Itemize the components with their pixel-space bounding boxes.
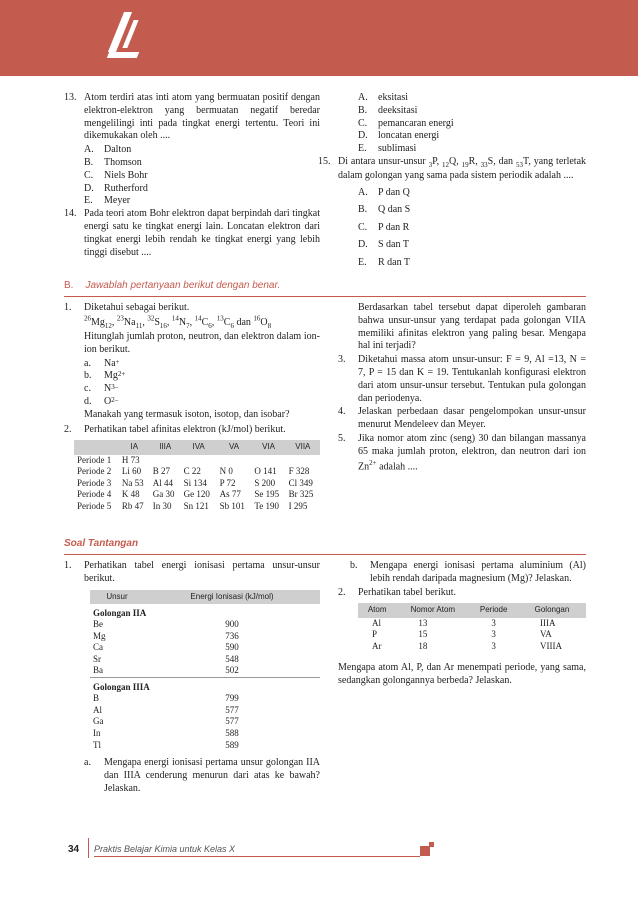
option: B. Q dan S <box>358 204 411 216</box>
group-label-row <box>90 604 320 620</box>
ion-item: b. Mg 2+ <box>84 370 126 382</box>
header-logo-icon <box>108 12 138 64</box>
table-cell: 3 <box>491 640 496 651</box>
table-cell <box>217 455 252 467</box>
table-cell: Ca <box>93 642 103 653</box>
table-cell: F 328 <box>288 466 310 477</box>
table-row <box>74 478 320 490</box>
option: C. P dan R <box>358 221 410 233</box>
affinity-table <box>74 440 320 512</box>
col-header: IIIA <box>150 440 181 454</box>
table-cell: Periode 1 <box>77 454 112 465</box>
col-header: Energi Ionisasi (kJ/mol) <box>144 590 320 604</box>
option: B. deeksitasi <box>358 104 418 116</box>
option: A. Dalton <box>84 144 132 156</box>
table-row <box>90 619 320 631</box>
option: E. sublimasi <box>358 143 417 155</box>
table-cell: Periode 2 <box>77 466 112 477</box>
table-cell: Al <box>93 704 102 715</box>
section-b-right <box>338 302 586 475</box>
table-cell: Te 190 <box>254 500 280 511</box>
table-cell: O 141 <box>254 466 277 477</box>
table-cell: Periode 3 <box>77 477 112 488</box>
col-header: VA <box>217 440 252 454</box>
table-cell: In 30 <box>152 500 172 511</box>
table-cell: Periode 5 <box>77 500 112 511</box>
table-cell: B 27 <box>152 466 171 477</box>
ion-item: c. N 3– <box>84 383 119 395</box>
table-cell <box>286 455 320 467</box>
table-cell: Mg <box>93 630 106 641</box>
nuclide-list: $^{26}Mg_{12}$, $^{23}Na_{11}$, $^{32}S_{16}$, $^{14}N_7$, $^{14}C_6$, $^{13}C_6$ dan $^{16}O_8$ <box>84 314 272 331</box>
group-label: Golongan IIA <box>93 607 147 618</box>
table-cell: 590 <box>225 642 239 653</box>
b-question-1: 1. Diketahui sebagai berikut. $^{26}Mg_{12}$, $^{23}Na_{11}$, $^{32}S_{16}$, $^{14}N_7$, $^{14}C_6$, $^{13}C_6$ dan $^{16}O_8$ Hitunglah jumlah proton, neutron, dan elektron dalam ion-ion berikut. <box>64 302 320 355</box>
table-cell: Sb 101 <box>219 500 245 511</box>
table-row <box>74 489 320 501</box>
section-b-heading: B. Jawablah pertanyaan berikut dengan benar. <box>64 280 281 291</box>
table-cell: 3 <box>491 629 496 640</box>
table-cell: N 0 <box>219 466 233 477</box>
table-row <box>90 654 320 666</box>
question-15: 15. Di antara unsur-unsur $_3$P, $_{12}$Q, $_{19}$R, $_{33}$S, dan $_{53}$T, yang terletak dalam golongan yang sama pada sistem periodik adalah .... <box>318 155 587 181</box>
ion-item: a. Na + <box>84 357 120 369</box>
table-cell <box>251 455 285 467</box>
table-cell: Sr <box>93 653 102 664</box>
table-cell <box>181 455 217 467</box>
table-cell: Li 60 <box>121 466 142 477</box>
table-cell: Tl <box>93 739 101 750</box>
table-row <box>74 466 320 478</box>
col-header: Periode <box>469 603 518 617</box>
table-cell: Be <box>93 619 103 630</box>
header-bar <box>0 0 638 76</box>
option: A. P dan Q <box>358 186 410 198</box>
section-b-left <box>64 302 320 512</box>
table-cell: Ba <box>93 665 103 676</box>
table-row <box>90 740 320 752</box>
col-header <box>74 440 119 454</box>
left-top-column <box>64 92 320 260</box>
table-cell: Ga <box>93 716 104 727</box>
table-cell: Na 53 <box>121 477 144 488</box>
table-row <box>90 665 320 677</box>
table-cell: 15 <box>418 629 428 640</box>
table-row <box>358 641 586 653</box>
table-cell: B <box>93 693 100 704</box>
table-cell: Ga 30 <box>152 489 175 500</box>
table-cell: K 48 <box>121 489 140 500</box>
b-question-4: 4. Jelaskan perbedaan dasar pengelompokan unsur-unsur menurut Mendeleev dan Meyer. <box>338 406 586 431</box>
table-cell: 900 <box>225 619 239 630</box>
table-row <box>74 501 320 513</box>
soal-right <box>338 560 586 689</box>
table-cell: H 73 <box>121 454 140 465</box>
option: C. pemancaran energi <box>358 117 454 129</box>
question-14: 14. Pada teori atom Bohr elektron dapat berpindah dari tingkat energi satu ke tingkat energi lain. Loncatan elektron dari tingkat energi lebih rendah ke tingkat energi yang lebih tinggi disebut .... <box>64 208 320 258</box>
col-header: VIA <box>251 440 285 454</box>
table-cell: S 200 <box>254 477 276 488</box>
soal-tantangan-heading: Soal Tantangan <box>64 538 139 549</box>
table-cell: 577 <box>225 716 239 727</box>
footer-title: Praktis Belajar Kimia untuk Kelas X <box>94 844 236 854</box>
table-row <box>90 705 320 717</box>
soal-divider <box>64 554 586 555</box>
table-row <box>90 631 320 643</box>
table-cell: 736 <box>225 630 239 641</box>
table-row <box>90 728 320 740</box>
table-cell: Periode 4 <box>77 489 112 500</box>
table-row <box>74 455 320 467</box>
footer-square-icon <box>420 846 430 856</box>
table-row <box>358 618 586 630</box>
soal-question-1: 1. Perhatikan tabel energi ionisasi pertama unsur-unsur berikut. <box>64 560 320 584</box>
table-cell: C 22 <box>183 466 201 477</box>
table-cell: Ge 120 <box>183 489 210 500</box>
atom-table <box>358 603 586 652</box>
table-cell: Se 195 <box>254 489 280 500</box>
table-cell: Al 44 <box>152 477 174 488</box>
ion-list <box>84 358 320 409</box>
soal-question-1a: a. Mengapa energi ionisasi pertama unsur golongan IIA dan IIIA cenderung menurun dari atas ke bawah? Jelaskan. <box>84 757 320 794</box>
soal-left <box>64 560 320 796</box>
table-cell: Si 134 <box>183 477 207 488</box>
table-cell: VIIIA <box>539 640 562 651</box>
table-cell: 548 <box>225 653 239 664</box>
option: A. eksitasi <box>358 92 408 103</box>
footer-divider <box>88 838 89 858</box>
soal-question-1b: b. Mengapa energi ionisasi pertama aluminium (Al) lebih rendah daripada magnesium (Mg)? Jelaskan. <box>350 560 586 584</box>
table-cell: Br 325 <box>288 489 314 500</box>
b-question-3: 3. Diketahui massa atom unsur-unsur: F = 9, Al =13, N = 7, P = 15 dan K = 19. Tentukanlah konfigurasi elektron dari atom unsur-unsur tersebut. Tentukan pula golongan dan periodenya. <box>338 354 586 404</box>
ion-item: d. O 2– <box>84 396 119 408</box>
table-cell: 799 <box>225 693 239 704</box>
question-13: 13. Atom terdiri atas inti atom yang bermuatan positif dengan elektron-elektron yang bermuatan negatif beredar mengelilingi inti pada tingkat energi tertentu. Teori ini dikemukakan oleh .... <box>64 92 320 142</box>
table-cell: Rb 47 <box>121 500 144 511</box>
table-cell <box>150 455 181 467</box>
table-row <box>90 642 320 654</box>
ionization-table <box>90 590 320 751</box>
table-cell: 18 <box>418 640 428 651</box>
table-cell: IIIA <box>539 617 556 628</box>
footer-square-icon <box>429 842 434 847</box>
table-row <box>90 693 320 705</box>
col-header: Golongan <box>518 603 586 617</box>
b-question-1-ask: Manakah yang termasuk isoton, isotop, dan isobar? <box>84 408 290 420</box>
question-13-options <box>84 144 320 208</box>
table-cell: VA <box>539 629 552 640</box>
question-14-options <box>358 92 586 156</box>
soal-question-2-ask: Mengapa atom Al, P, dan Ar menempati periode, yang sama, sedangkan golongannya berbeda? Jelaskan. <box>338 662 586 686</box>
table-cell: 588 <box>225 727 239 738</box>
option: D. loncatan energi <box>358 130 440 142</box>
table-cell: Al <box>372 617 381 628</box>
right-top-column <box>318 92 587 271</box>
option: D. S dan T <box>358 239 409 251</box>
table-cell: P <box>372 629 378 640</box>
table-cell: I 295 <box>288 500 308 511</box>
col-header: Atom <box>358 603 396 617</box>
option: B. Thomson <box>84 156 142 168</box>
table-cell: 577 <box>225 704 239 715</box>
col-header: IA <box>119 440 150 454</box>
section-b-divider <box>64 296 586 297</box>
question-15-options <box>358 184 586 272</box>
page-number: 34 <box>68 844 80 855</box>
option: E. R dan T <box>358 256 411 268</box>
group-label: Golongan IIIA <box>90 677 320 693</box>
table-row <box>358 629 586 641</box>
col-header: IVA <box>181 440 217 454</box>
col-header: Unsur <box>90 590 144 604</box>
table-cell: In <box>93 727 101 738</box>
table-cell: Ar <box>372 640 382 651</box>
table-cell: P 72 <box>219 477 236 488</box>
table-cell: 13 <box>418 617 428 628</box>
table-cell: As 77 <box>219 489 241 500</box>
table-cell: Sn 121 <box>183 500 209 511</box>
option: D. Rutherford <box>84 182 148 194</box>
col-header: Nomor Atom <box>396 603 469 617</box>
b-question-2-continued: Berdasarkan tabel tersebut dapat diperoleh gambaran bahwa unsur-unsur yang terdapat pada golongan VIIA memiliki afinitas elektron yang paling besar. Mengapa hal ini terjadi? <box>358 302 586 352</box>
option: C. Niels Bohr <box>84 169 148 181</box>
footer-rule <box>94 856 420 857</box>
b-question-5: 5. Jika nomor atom zinc (seng) 30 dan bilangan massanya 65 maka jumlah proton, elektron, dan neutron dari ion $Zn^{2+}$ adalah .... <box>338 432 586 472</box>
table-cell: Cl 349 <box>288 477 313 488</box>
table-cell: 502 <box>225 665 239 676</box>
table-cell: 3 <box>491 617 496 628</box>
table-cell: 589 <box>225 739 239 750</box>
col-header: VIIA <box>286 440 320 454</box>
table-row <box>90 716 320 728</box>
b-question-2: 2. Perhatikan tabel afinitas elektron (kJ/mol) berikut. <box>64 423 286 435</box>
group-label-row <box>90 677 320 693</box>
option: E. Meyer <box>84 195 131 207</box>
soal-question-2: 2. Perhatikan tabel berikut. <box>338 586 457 598</box>
